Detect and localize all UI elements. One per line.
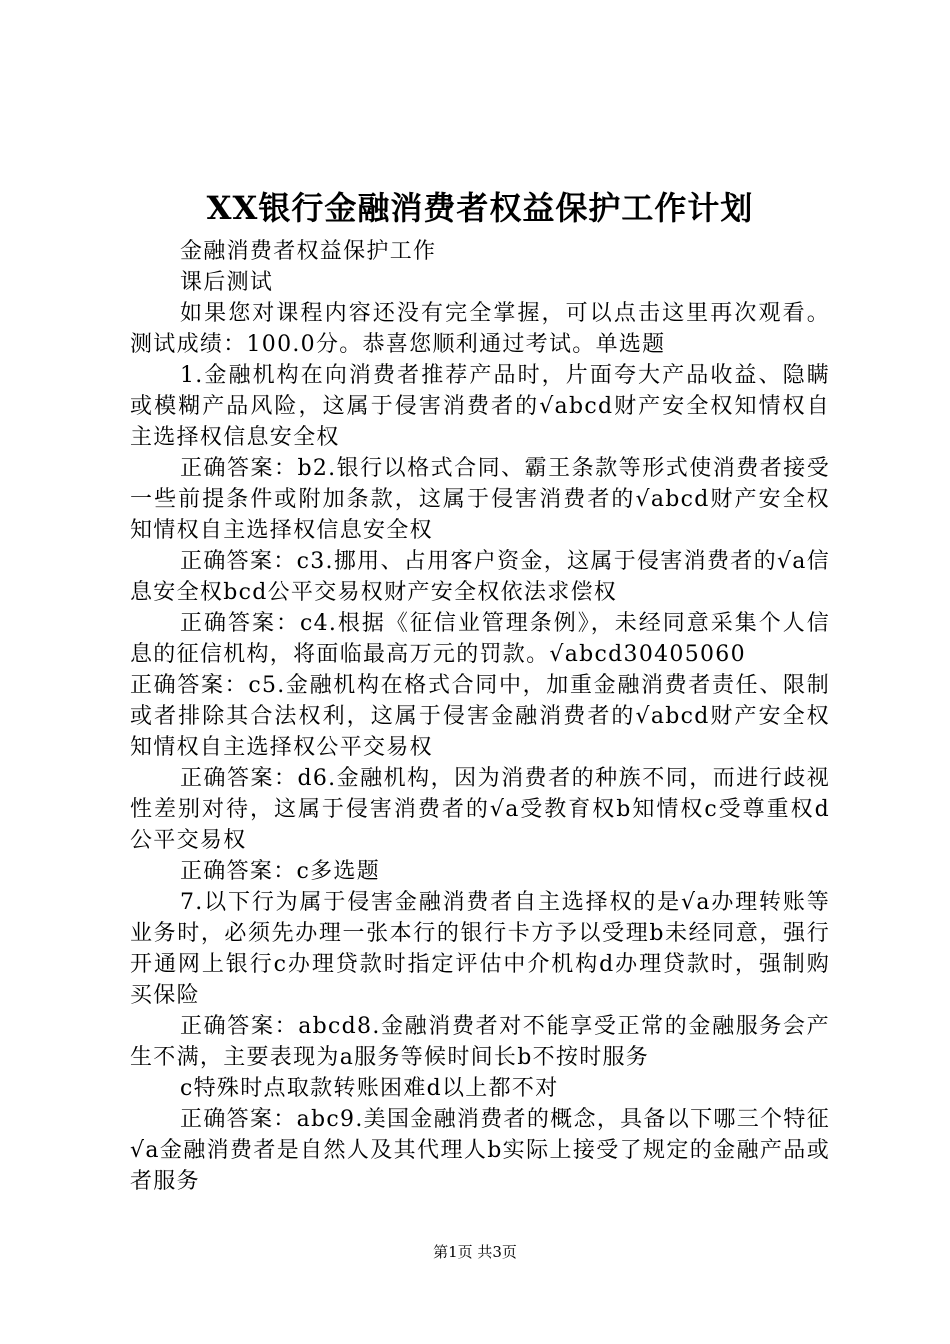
paragraph: 正确答案：abcd8.金融消费者对不能享受正常的金融服务会产生不满，主要表现为a服务等候时间长b不按时服务 [130, 1014, 830, 1070]
paragraph: 课后测试 [180, 270, 274, 295]
document-body [130, 236, 830, 1197]
paragraph: 7.以下行为属于侵害金融消费者自主选择权的是√a办理转账等业务时，必须先办理一张本行的银行卡方予以受理b未经同意，强行开通网上银行c办理贷款时指定评估中介机构d办理贷款时，强制购买保险 [130, 890, 830, 1008]
paragraph: 正确答案：c4.根据《征信业管理条例》，未经同意采集个人信息的征信机构，将面临最高万元的罚款。√abcd30405060 [130, 611, 830, 667]
paragraph: 正确答案：d6.金融机构，因为消费者的种族不同，而进行歧视性差别对待，这属于侵害消费者的√a受教育权b知情权c受尊重权d公平交易权 [130, 766, 830, 853]
paragraph: 如果您对课程内容还没有完全掌握，可以点击这里再次观看。测试成绩：100.0分。恭喜您顺利通过考试。单选题 [130, 301, 830, 357]
document-title: XX银行金融消费者权益保护工作计划 [206, 189, 754, 227]
paragraph: 正确答案：c3.挪用、占用客户资金，这属于侵害消费者的√a信息安全权bcd公平交易权财产安全权依法求偿权 [130, 549, 830, 605]
paragraph: 正确答案：c多选题 [180, 859, 381, 884]
paragraph: 正确答案：b2.银行以格式合同、霸王条款等形式使消费者接受一些前提条件或附加条款，这属于侵害消费者的√abcd财产安全权知情权自主选择权信息安全权 [130, 456, 830, 543]
paragraph: 正确答案：c5.金融机构在格式合同中，加重金融消费者责任、限制或者排除其合法权利，这属于侵害金融消费者的√abcd财产安全权知情权自主选择权公平交易权 [130, 673, 830, 760]
page-footer: 第1页 共3页 [433, 1243, 517, 1261]
paragraph: 金融消费者权益保护工作 [180, 239, 437, 264]
paragraph: 正确答案：abc9.美国金融消费者的概念，具备以下哪三个特征√a金融消费者是自然人及其代理人b实际上接受了规定的金融产品或者服务 [130, 1107, 830, 1194]
paragraph: c特殊时点取款转账困难d以上都不对 [180, 1076, 559, 1101]
paragraph: 1.金融机构在向消费者推荐产品时，片面夸大产品收益、隐瞒或模糊产品风险，这属于侵害消费者的√abcd财产安全权知情权自主选择权信息安全权 [130, 363, 830, 450]
